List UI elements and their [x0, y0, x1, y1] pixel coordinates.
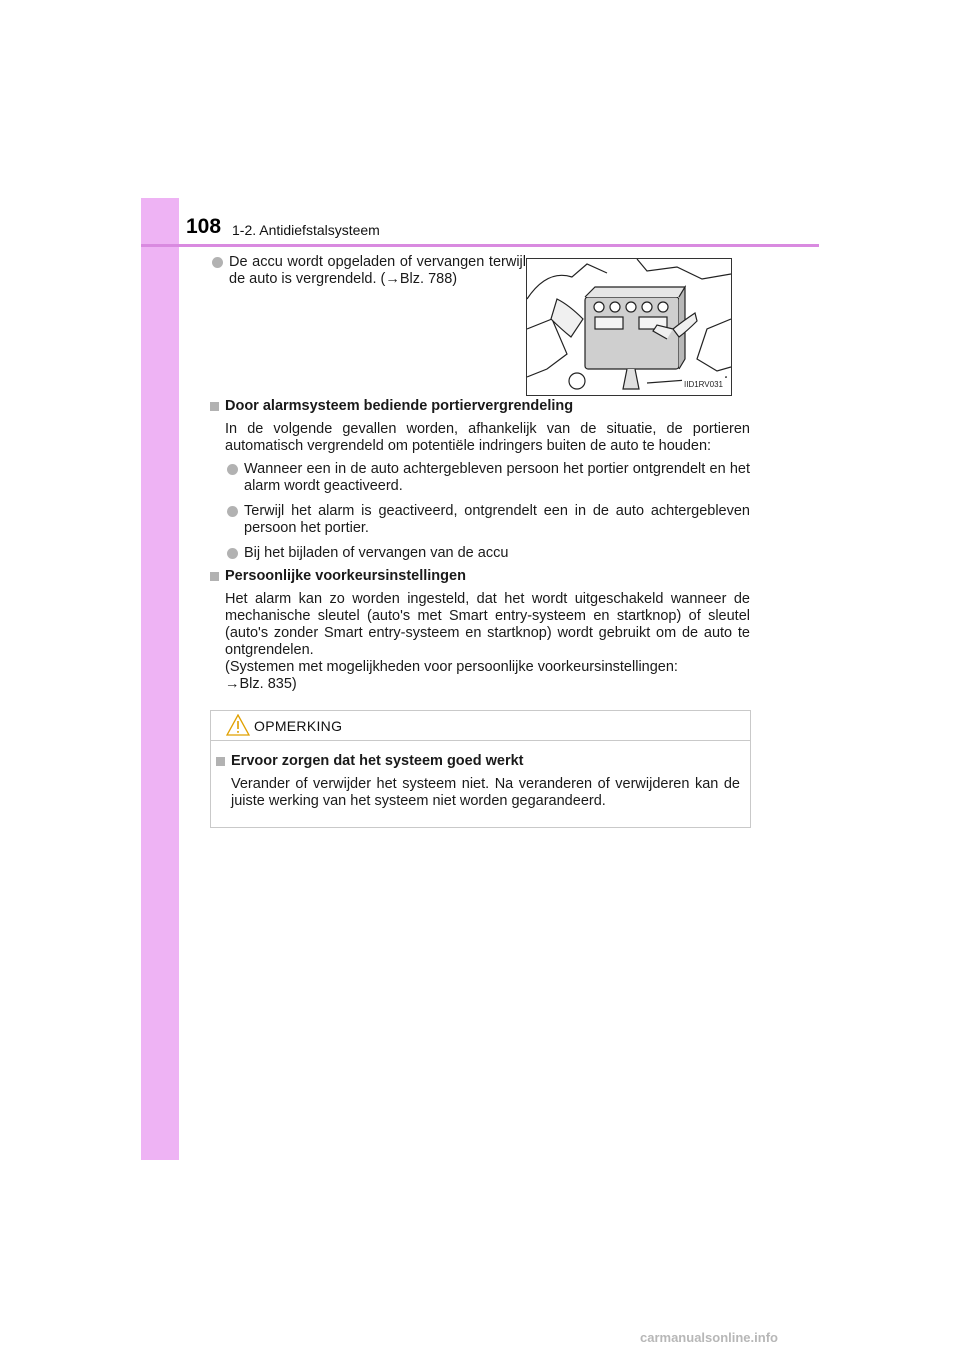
section1-bullet-list	[210, 461, 750, 562]
square-bullet-icon	[210, 572, 219, 581]
bullet-icon	[227, 464, 238, 475]
list-item-text: Wanneer een in de auto achtergebleven persoon het portier ontgrendelt en het alarm wordt geactiveerd.	[244, 461, 750, 494]
notice-heading: Ervoor zorgen dat het systeem goed werkt	[231, 753, 524, 769]
notice-header	[211, 711, 750, 741]
section2-body-note: (Systemen met mogelijkheden voor persoonlijke voorkeursinstellingen:	[225, 659, 678, 675]
header-rule	[141, 244, 819, 247]
section2-body: Het alarm kan zo worden ingesteld, dat het wordt uitgeschakeld wanneer de mechanische sleutel (auto's met Smart entry-systeem en startknop) of sleutel (auto's zonder Smart entry-systeem en startknop) wordt gebruikt om de auto te ontgrendelen.	[225, 591, 750, 658]
section-title: 1-2. Antidiefstalsysteem	[232, 222, 380, 238]
section1-body: In de volgende gevallen worden, afhankelijk van de situatie, de portieren automatisch vergrendeld om potentiële indringers buiten de auto te houden:	[225, 421, 750, 454]
chapter-sidebar-tab	[141, 198, 179, 1160]
intro-bullet	[210, 254, 526, 288]
list-item-text: Terwijl het alarm is geactiveerd, ontgrendelt een in de auto achtergebleven persoon het portier.	[244, 503, 750, 536]
notice-text: Verander of verwijder het systeem niet. Na veranderen of verwijderen kan de juiste werking van het systeem niet worden gegarandeerd.	[231, 776, 740, 809]
section-preferences-heading	[210, 568, 750, 585]
intro-bullet-text: De accu wordt opgeladen of vervangen terwijl de auto is vergrendeld. (→Blz. 788)	[229, 254, 526, 287]
figure-code: IID1RV031	[682, 376, 725, 393]
page-number: 108	[186, 215, 222, 238]
bullet-icon	[212, 257, 223, 268]
watermark: carmanualsonline.info	[640, 1330, 778, 1345]
section1-heading: Door alarmsysteem bediende portiervergrendeling	[225, 398, 574, 414]
list-item	[225, 545, 750, 562]
battery-drawing-icon	[527, 259, 731, 395]
notice-body	[211, 753, 740, 810]
main-content	[210, 254, 750, 693]
list-item-text: Bij het bijladen of vervangen van de accu	[244, 545, 509, 561]
square-bullet-icon	[210, 402, 219, 411]
section-door-lock-heading	[210, 398, 750, 415]
section2-page-ref: →Blz. 835)	[225, 676, 297, 692]
list-item	[225, 503, 750, 537]
battery-illustration	[526, 258, 732, 396]
section2-heading: Persoonlijke voorkeursinstellingen	[225, 568, 466, 584]
notice-heading-row	[211, 753, 740, 770]
list-item	[225, 461, 750, 495]
warning-triangle-icon	[226, 714, 250, 736]
bullet-icon	[227, 506, 238, 517]
bullet-icon	[227, 548, 238, 559]
square-bullet-icon	[216, 757, 225, 766]
notice-box	[210, 710, 751, 828]
intro-row	[210, 254, 750, 398]
notice-title: OPMERKING	[254, 718, 343, 734]
